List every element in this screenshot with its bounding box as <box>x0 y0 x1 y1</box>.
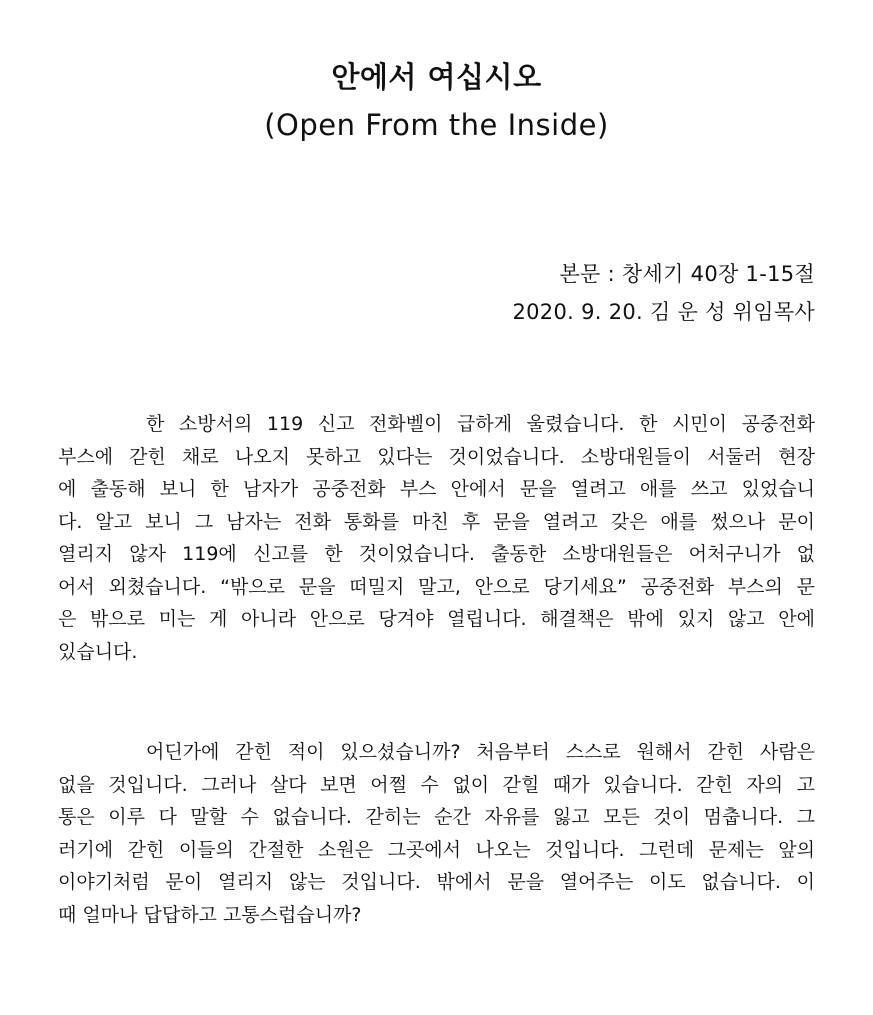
text-line: 한 소방서의 119 신고 전화벨이 급하게 울렸습니다. 한 시민이 공중전화 <box>146 413 815 435</box>
date-author: 2020. 9. 20. 김 운 성 위임목사 <box>512 300 815 324</box>
text-line: 어딘가에 갇힌 적이 있으셨습니까? 처음부터 스스로 원해서 갇힌 사람은 <box>146 741 815 763</box>
text-line: 은 밖으로 미는 게 아니라 안으로 당겨야 열립니다. 해결책은 밖에 있지 않고 안에 <box>58 608 815 630</box>
paragraph-2 <box>58 736 815 931</box>
text-line: 부스에 갇힌 채로 나오지 못하고 있다는 것이었습니다. 소방대원들이 서둘러 현장 <box>58 445 815 468</box>
scripture-reference: 본문 : 창세기 40장 1-15절 <box>559 262 815 286</box>
paragraph-1 <box>58 408 815 668</box>
text-line: 러기에 갇힌 이들의 간절한 소원은 그곳에서 나오는 것입니다. 그런데 문제는 앞의 <box>58 838 815 861</box>
text-line: 때 얼마나 답답하고 고통스럽습니까? <box>58 903 362 926</box>
text-line: 이야기처럼 문이 열리지 않는 것입니다. 밖에서 문을 열어주는 이도 없습니다. 이 <box>58 871 815 893</box>
text-line: 에 출동해 보니 한 남자가 공중전화 부스 안에서 문을 열려고 애를 쓰고 있었습니 <box>58 478 815 500</box>
page-title: 안에서 여십시오 <box>331 60 542 94</box>
text-line: 있습니다. <box>58 640 138 663</box>
text-line: 어서 외쳤습니다. “밖으로 문을 떠밀지 말고, 안으로 당기세요” 공중전화 부스의 문 <box>58 575 815 598</box>
text-line: 없을 것입니다. 그러나 살다 보면 어쩔 수 없이 갇힐 때가 있습니다. 갇힌 자의 고 <box>58 773 815 796</box>
text-line: 다. 알고 보니 그 남자는 전화 통화를 마친 후 문을 열려고 갖은 애를 썼으나 문이 <box>58 510 815 533</box>
text-line: 통은 이루 다 말할 수 없습니다. 갇히는 순간 자유를 잃고 모든 것이 멈춥니다. 그 <box>58 806 815 828</box>
page-subtitle: (Open From the Inside) <box>264 108 609 142</box>
text-line: 열리지 않자 119에 신고를 한 것이었습니다. 출동한 소방대원들은 어처구니가 없 <box>58 543 815 565</box>
